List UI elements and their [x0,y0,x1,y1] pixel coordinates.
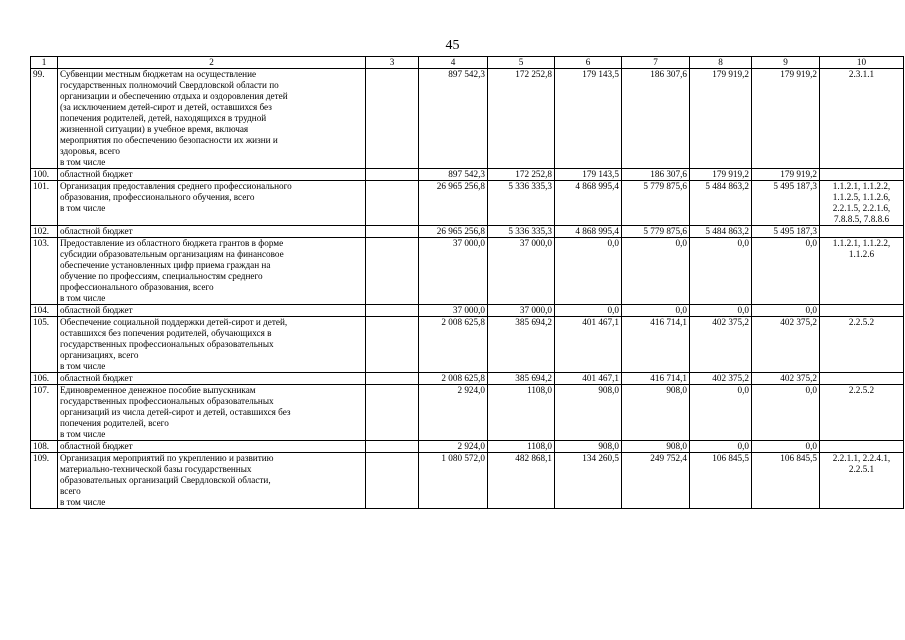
amount-cell-c3 [366,305,419,317]
amount-cell-c3 [366,453,419,509]
amount-cell-c8: 402 375,2 [690,317,752,373]
row-number: 100. [31,169,58,181]
amount-cell-c4: 897 542,3 [419,169,488,181]
row-description [58,238,366,305]
target-code-cell [820,226,904,238]
row-description [58,69,366,169]
amount-cell-c9: 106 845,5 [752,453,820,509]
amount-cell-c7: 5 779 875,6 [622,226,690,238]
amount-cell-c7: 186 307,6 [622,169,690,181]
amount-cell-c8: 0,0 [690,385,752,441]
table-row [31,226,904,238]
amount-cell-c5: 5 336 335,3 [488,226,555,238]
row-number: 102. [31,226,58,238]
table-row [31,453,904,509]
target-code-line: 1.1.2.5, 1.1.2.6, [832,192,891,202]
description-line: материально-технической базы государственных [60,464,252,474]
amount-cell-c5: 1108,0 [488,441,555,453]
target-code-line: 1.1.2.1, 1.1.2.2, [832,181,891,191]
amount-cell-c3 [366,226,419,238]
table-row [31,69,904,169]
amount-cell-c5: 37 000,0 [488,305,555,317]
amount-cell-c9: 5 495 187,3 [752,181,820,226]
amount-cell-c7: 0,0 [622,305,690,317]
amount-cell-c5: 1108,0 [488,385,555,441]
description-line: Организация мероприятий по укреплению и развитию [60,453,274,463]
description-line: в том числе [60,203,106,213]
amount-cell-c3 [366,373,419,385]
description-line: Обеспечение социальной поддержки детей-сирот и детей, [60,317,288,327]
description-line: в том числе [60,293,106,303]
budget-table [30,56,904,509]
amount-cell-c4: 26 965 256,8 [419,181,488,226]
column-header: 4 [419,57,488,69]
row-description [58,385,366,441]
row-number: 106. [31,373,58,385]
row-number: 99. [31,69,58,169]
description-line: Предоставление из областного бюджета грантов в форме [60,238,284,248]
column-header: 10 [820,57,904,69]
amount-cell-c5: 385 694,2 [488,373,555,385]
description-line: областной бюджет [60,373,133,383]
target-code-cell [820,317,904,373]
target-code-line: 1.1.2.6 [848,249,875,259]
table-body [31,69,904,509]
description-line: государственных профессиональных образовательных [60,396,274,406]
description-line: организации и обеспечению отдыха и оздоровления детей [60,91,288,101]
table-row [31,317,904,373]
amount-cell-c8: 402 375,2 [690,373,752,385]
amount-cell-c7: 186 307,6 [622,69,690,169]
amount-cell-c7: 0,0 [622,238,690,305]
amount-cell-c4: 2 008 625,8 [419,317,488,373]
amount-cell-c8: 5 484 863,2 [690,181,752,226]
table-row [31,305,904,317]
amount-cell-c6: 401 467,1 [555,317,622,373]
amount-cell-c8: 0,0 [690,238,752,305]
description-line: Организация предоставления среднего профессионального [60,181,292,191]
row-description [58,441,366,453]
target-code-line: 7.8.8.5, 7.8.8.6 [833,214,890,224]
amount-cell-c6: 0,0 [555,305,622,317]
row-number: 107. [31,385,58,441]
description-line: попечения родителей, детей, находящихся в трудной [60,113,267,123]
target-code-line: 2.2.5.2 [848,385,875,395]
amount-cell-c7: 5 779 875,6 [622,181,690,226]
table-row [31,385,904,441]
row-description [58,181,366,226]
target-code-cell [820,181,904,226]
row-description [58,317,366,373]
row-description [58,373,366,385]
amount-cell-c4: 37 000,0 [419,238,488,305]
amount-cell-c5: 5 336 335,3 [488,181,555,226]
column-header: 2 [58,57,366,69]
table-row [31,238,904,305]
description-line: попечения родителей, всего [60,418,169,428]
amount-cell-c7: 249 752,4 [622,453,690,509]
amount-cell-c5: 385 694,2 [488,317,555,373]
description-line: в том числе [60,361,106,371]
amount-cell-c3 [366,441,419,453]
amount-cell-c6: 908,0 [555,441,622,453]
target-code-line: 2.2.1.5, 2.2.1.6, [832,203,891,213]
amount-cell-c8: 179 919,2 [690,69,752,169]
row-description [58,169,366,181]
column-header: 8 [690,57,752,69]
target-code-cell [820,441,904,453]
amount-cell-c9: 0,0 [752,238,820,305]
amount-cell-c6: 134 260,5 [555,453,622,509]
target-code-cell [820,385,904,441]
table-row [31,181,904,226]
description-line: областной бюджет [60,305,133,315]
amount-cell-c6: 0,0 [555,238,622,305]
amount-cell-c5: 482 868,1 [488,453,555,509]
target-code-line: 2.2.1.1, 2.2.4.1, [832,453,891,463]
description-line: обучение по профессиям, специальностям среднего [60,271,263,281]
amount-cell-c3 [366,181,419,226]
amount-cell-c5: 172 252,8 [488,169,555,181]
description-line: организаций из числа детей-сирот и детей, оставшихся без [60,407,291,417]
row-number: 104. [31,305,58,317]
description-line: областной бюджет [60,441,133,451]
table-row [31,441,904,453]
table-row [31,373,904,385]
description-line: в том числе [60,429,106,439]
amount-cell-c9: 0,0 [752,305,820,317]
amount-cell-c4: 2 924,0 [419,441,488,453]
amount-cell-c3 [366,317,419,373]
amount-cell-c8: 5 484 863,2 [690,226,752,238]
row-description [58,305,366,317]
target-code-cell [820,238,904,305]
description-line: профессионального образования, всего [60,282,214,292]
row-number: 103. [31,238,58,305]
amount-cell-c4: 37 000,0 [419,305,488,317]
table-row [31,169,904,181]
target-code-line: 2.2.5.2 [848,317,875,327]
target-code-cell [820,305,904,317]
target-code-cell [820,169,904,181]
column-header: 3 [366,57,419,69]
amount-cell-c8: 0,0 [690,441,752,453]
amount-cell-c3 [366,385,419,441]
row-number: 105. [31,317,58,373]
description-line: субсидии образовательным организациям на финансовое [60,249,284,259]
amount-cell-c9: 5 495 187,3 [752,226,820,238]
amount-cell-c4: 2 008 625,8 [419,373,488,385]
amount-cell-c9: 402 375,2 [752,373,820,385]
page-number: 45 [445,38,460,53]
description-line: в том числе [60,157,106,167]
description-line: здоровья, всего [60,146,120,156]
amount-cell-c4: 26 965 256,8 [419,226,488,238]
amount-cell-c3 [366,69,419,169]
description-line: Единовременное денежное пособие выпускникам [60,385,256,395]
description-line: государственных полномочий Свердловской области по [60,80,279,90]
amount-cell-c5: 172 252,8 [488,69,555,169]
amount-cell-c6: 4 868 995,4 [555,181,622,226]
amount-cell-c9: 402 375,2 [752,317,820,373]
amount-cell-c7: 908,0 [622,385,690,441]
description-line: (за исключением детей-сирот и детей, оставшихся без [60,102,272,112]
column-header: 5 [488,57,555,69]
column-header: 9 [752,57,820,69]
description-line: Субвенции местным бюджетам на осуществление [60,69,257,79]
amount-cell-c6: 401 467,1 [555,373,622,385]
target-code-cell [820,69,904,169]
amount-cell-c4: 1 080 572,0 [419,453,488,509]
amount-cell-c8: 106 845,5 [690,453,752,509]
amount-cell-c7: 416 714,1 [622,373,690,385]
description-line: в том числе [60,497,106,507]
description-line: мероприятия по обеспечению безопасности их жизни и [60,135,278,145]
description-line: областной бюджет [60,169,133,179]
description-line: обеспечение установленных цифр приема граждан на [60,260,271,270]
amount-cell-c5: 37 000,0 [488,238,555,305]
description-line: образования, профессионального обучения, всего [60,192,255,202]
amount-cell-c6: 908,0 [555,385,622,441]
amount-cell-c3 [366,169,419,181]
amount-cell-c6: 179 143,5 [555,169,622,181]
amount-cell-c8: 0,0 [690,305,752,317]
target-code-line: 2.3.1.1 [848,69,875,79]
row-number: 108. [31,441,58,453]
amount-cell-c7: 416 714,1 [622,317,690,373]
description-line: государственных профессиональных образовательных [60,339,274,349]
row-description [58,453,366,509]
description-line: оставшихся без попечения родителей, обучающихся в [60,328,272,338]
amount-cell-c7: 908,0 [622,441,690,453]
amount-cell-c9: 0,0 [752,385,820,441]
amount-cell-c6: 179 143,5 [555,69,622,169]
column-header: 1 [31,57,58,69]
target-code-line: 1.1.2.1, 1.1.2.2, [832,238,891,248]
description-line: образовательных организаций Свердловской области, [60,475,271,485]
row-description [58,226,366,238]
amount-cell-c3 [366,238,419,305]
description-line: жизненной ситуации) в учебное время, включая [60,124,249,134]
target-code-cell [820,373,904,385]
description-line: областной бюджет [60,226,133,236]
row-number: 109. [31,453,58,509]
amount-cell-c9: 179 919,2 [752,69,820,169]
amount-cell-c9: 179 919,2 [752,169,820,181]
target-code-cell [820,453,904,509]
column-number-row [31,57,904,69]
column-header: 6 [555,57,622,69]
description-line: всего [60,486,81,496]
column-header: 7 [622,57,690,69]
row-number: 101. [31,181,58,226]
target-code-line: 2.2.5.1 [848,464,875,474]
amount-cell-c8: 179 919,2 [690,169,752,181]
description-line: организациях, всего [60,350,139,360]
amount-cell-c6: 4 868 995,4 [555,226,622,238]
amount-cell-c4: 2 924,0 [419,385,488,441]
amount-cell-c9: 0,0 [752,441,820,453]
amount-cell-c4: 897 542,3 [419,69,488,169]
